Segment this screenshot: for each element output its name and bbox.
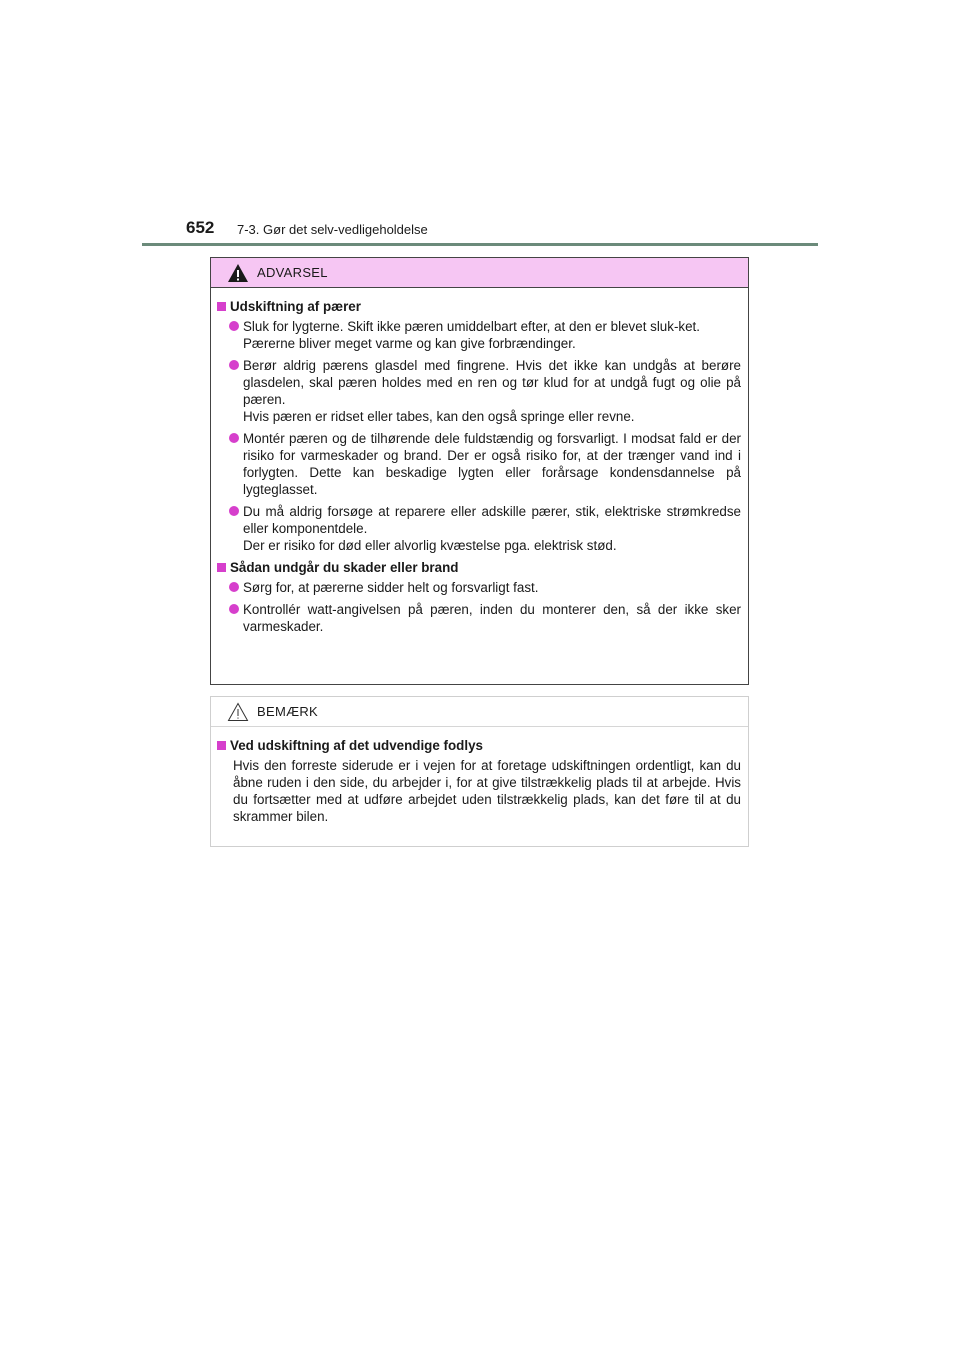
list-item — [217, 357, 741, 425]
page-number: 652 — [186, 218, 215, 237]
bullet-text: Hvis pæren er ridset eller tabes, kan den også springe eller revne. — [243, 409, 635, 424]
bullet-text: Berør aldrig pærens glasdel med fingrene. Hvis det ikke kan undgås at berøre glasdelen, skal pæren holdes med en ren og tør klud for at undgå fugt og olie på pæren. — [243, 358, 741, 407]
notice-title: BEMÆRK — [257, 704, 319, 719]
list-item — [217, 318, 741, 352]
bullet-text: Der er risiko for død eller alvorlig kvæstelse pga. elektrisk stød. — [243, 538, 617, 553]
bullet-dot-icon — [229, 604, 239, 614]
warning-section-2 — [217, 559, 741, 635]
bullet-dot-icon — [229, 321, 239, 331]
bullet-text: Sluk for lygterne. Skift ikke pæren umiddelbart efter, at den er blevet sluk-ket. — [243, 319, 700, 334]
bullet-text: Pærerne bliver meget varme og kan give forbrændinger. — [243, 336, 576, 351]
header-rule — [142, 243, 818, 246]
bullet-dot-icon — [229, 433, 239, 443]
bullet-dot-icon — [229, 360, 239, 370]
bullet-dot-icon — [229, 582, 239, 592]
section-heading — [217, 559, 741, 576]
caution-triangle-icon — [227, 702, 249, 722]
bullet-text: Sørg for, at pærerne sidder helt og forsvarligt fast. — [243, 580, 539, 595]
section-heading-text: Udskiftning af pærer — [230, 299, 361, 314]
warning-box — [210, 257, 749, 685]
warning-triangle-icon — [227, 263, 249, 283]
bullet-text: Kontrollér watt-angivelsen på pæren, inden du monterer den, så der ikke sker varmeskader. — [243, 602, 741, 634]
notice-body — [211, 727, 748, 825]
bullet-text: Du må aldrig forsøge at reparere eller adskille pærer, stik, elektriske strømkredse eller komponentdele. — [243, 504, 741, 536]
warning-section-1 — [217, 298, 741, 554]
section-title: 7-3. Gør det selv-vedligeholdelse — [237, 222, 428, 237]
notice-text: Hvis den forreste siderude er i vejen for at foretage udskiftningen ordentligt, kan du åbne ruden i den side, du arbejder i, for at give tilstrækkelig plads til at arbejde. Hvis du fortsætter med at udføre arbejdet uden tilstrækkelig plads, kan det føre til at du skrammer bilen. — [233, 758, 741, 824]
bullet-dot-icon — [229, 506, 239, 516]
section-heading — [217, 298, 741, 315]
list-item — [217, 579, 741, 596]
list-item — [217, 601, 741, 635]
section-heading — [217, 737, 741, 754]
bullet-text: Montér pæren og de tilhørende dele fuldstændig og forsvarligt. I modsat fald er der risiko for varmeskader og brand. Der er også risiko for, at der trænger vand ind i forlygten. Dette kan beskadige lygten eller forårsage kondensdannelse på lygteglasset. — [243, 431, 741, 497]
section-heading-text: Sådan undgår du skader eller brand — [230, 560, 459, 575]
notice-box — [210, 696, 749, 847]
square-bullet-icon — [217, 563, 226, 572]
section-heading-text: Ved udskiftning af det udvendige fodlys — [230, 738, 483, 753]
list-item — [217, 503, 741, 554]
square-bullet-icon — [217, 302, 226, 311]
warning-title: ADVARSEL — [257, 265, 328, 280]
square-bullet-icon — [217, 741, 226, 750]
list-item — [217, 430, 741, 498]
warning-body — [211, 288, 748, 635]
notice-header — [211, 697, 748, 727]
warning-header — [211, 258, 748, 288]
